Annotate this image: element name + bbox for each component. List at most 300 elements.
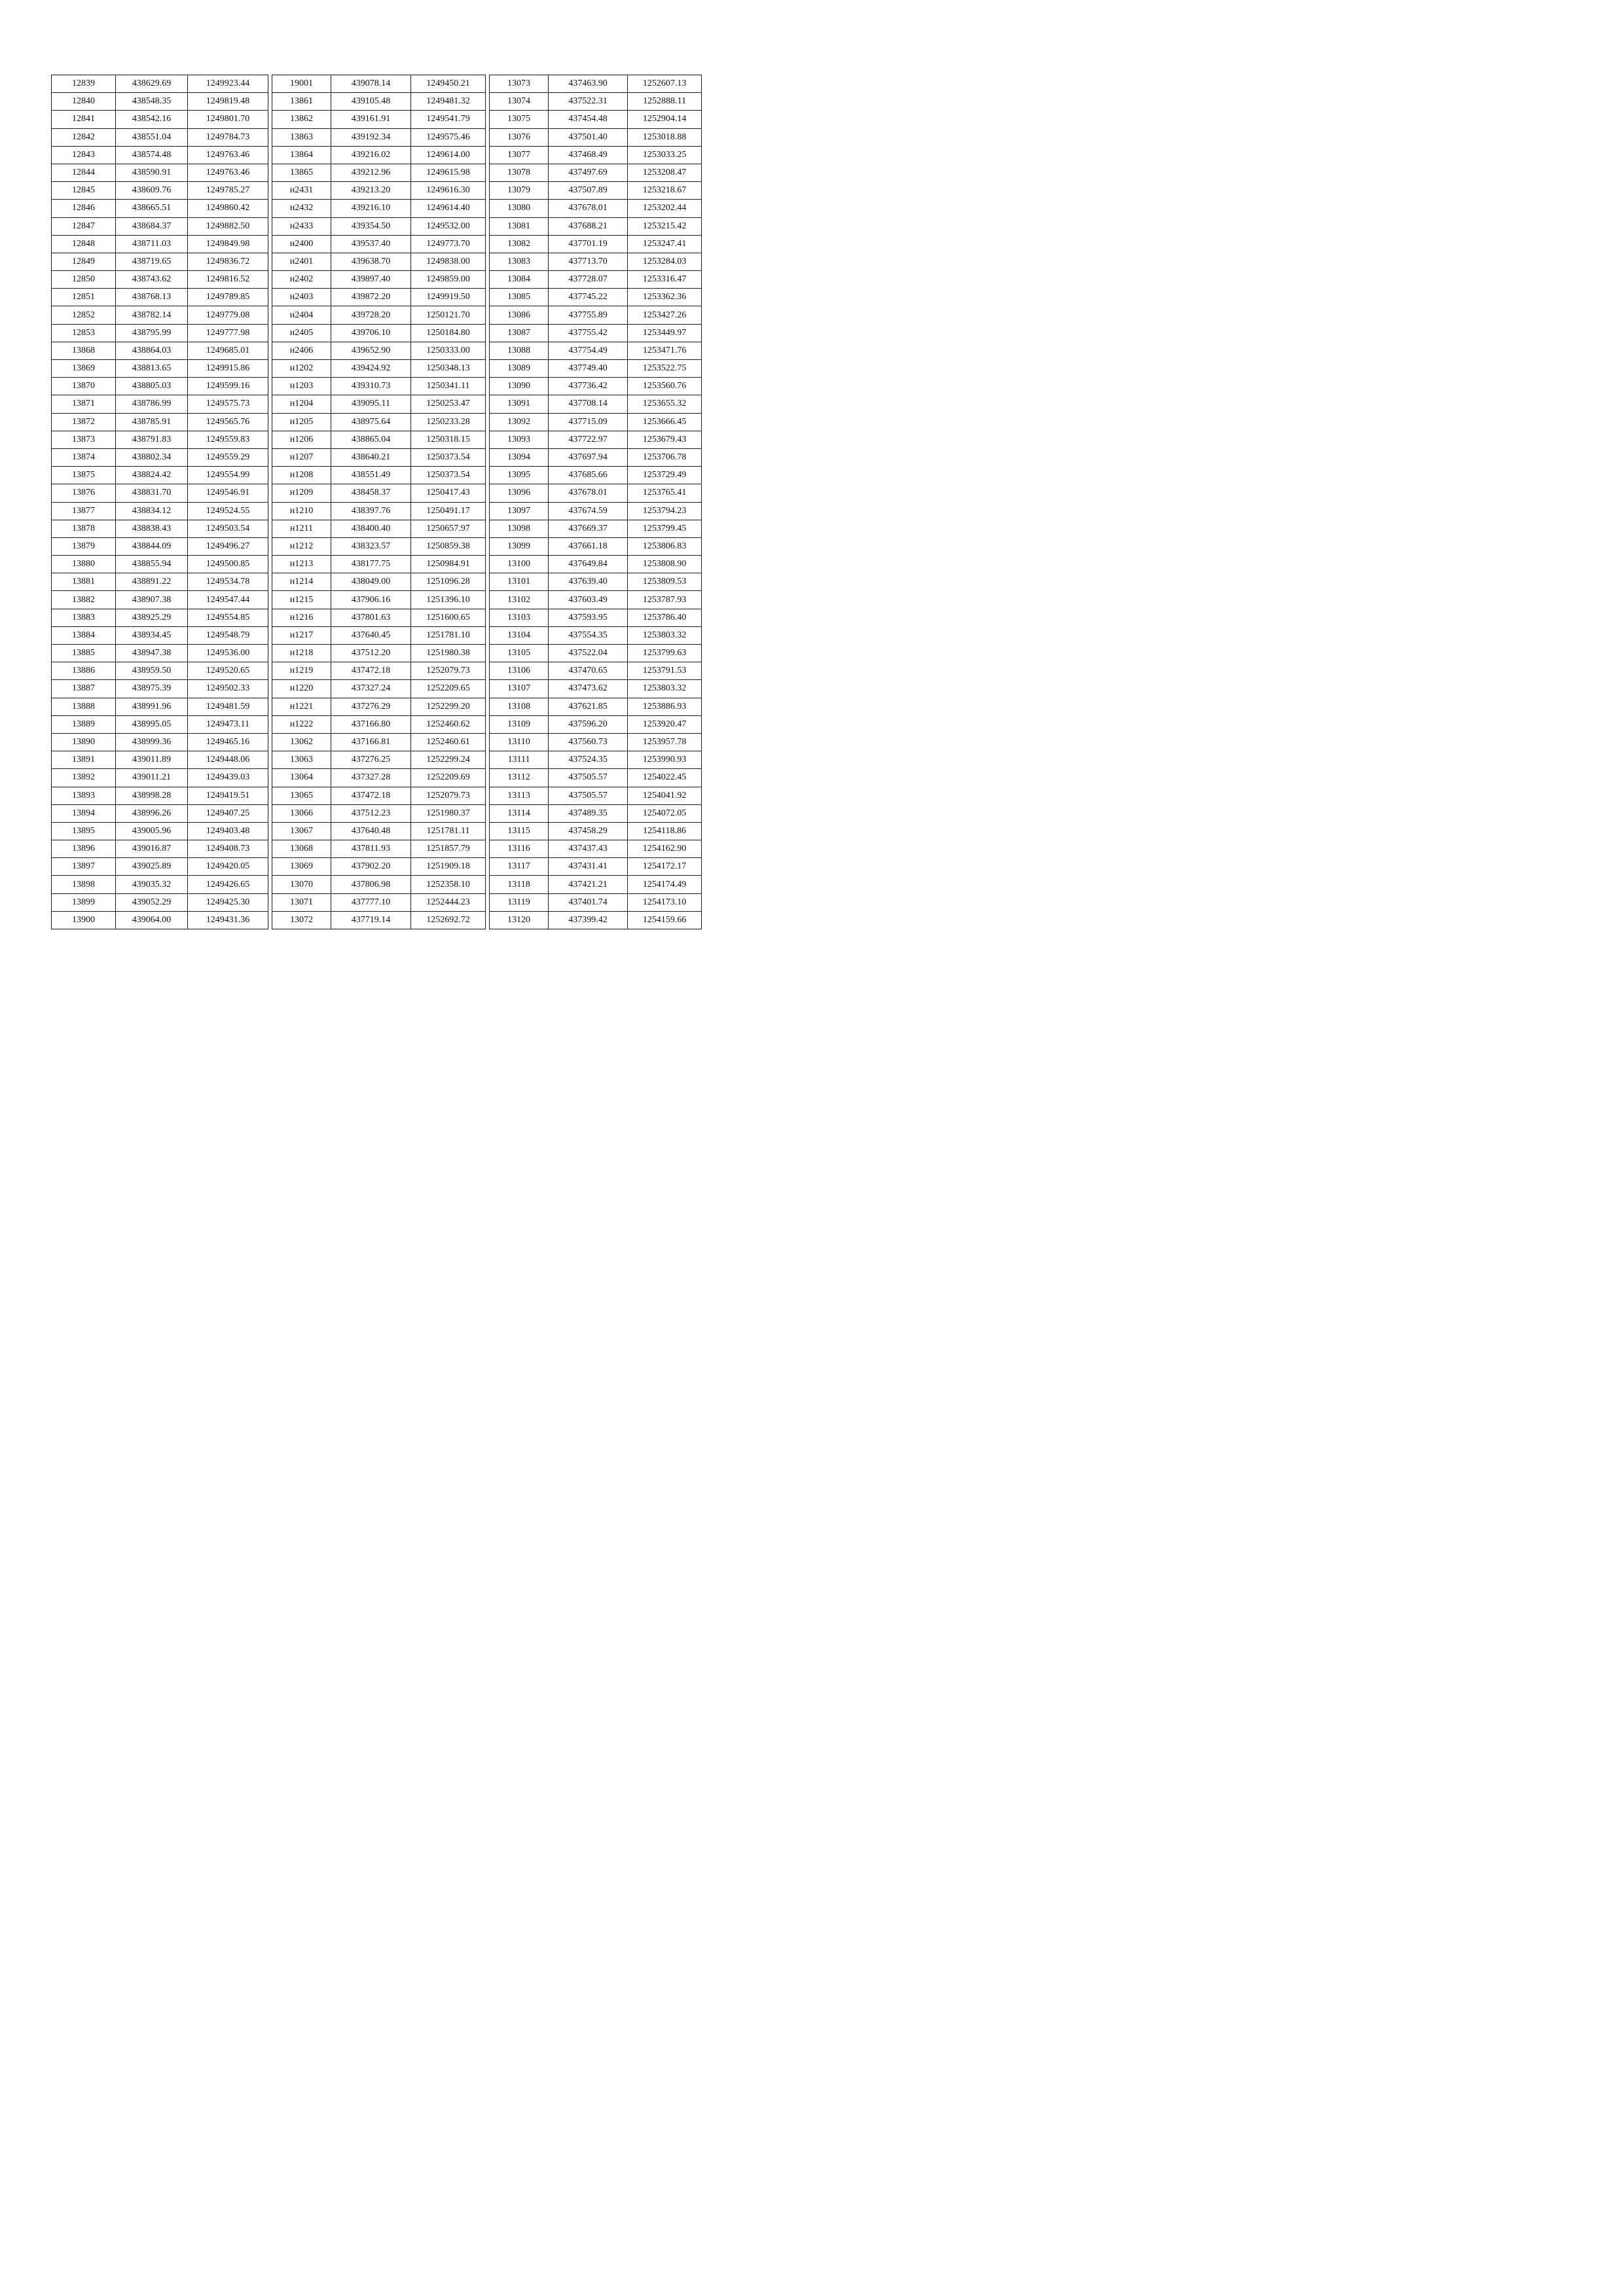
y-coordinate-cell: 1249838.00: [411, 253, 486, 270]
point-number-cell: 13078: [490, 164, 549, 181]
point-number-cell: 13072: [272, 911, 331, 929]
table-row: [272, 75, 486, 93]
y-coordinate-cell: 1253679.43: [628, 431, 702, 448]
x-coordinate-cell: 438998.28: [116, 787, 188, 804]
point-number-cell: 13095: [490, 467, 549, 484]
point-number-cell: 13091: [490, 395, 549, 413]
x-coordinate-cell: 437512.23: [331, 804, 411, 822]
x-coordinate-cell: 437640.48: [331, 822, 411, 840]
x-coordinate-cell: 438551.04: [116, 128, 188, 146]
x-coordinate-cell: 437437.43: [549, 840, 628, 858]
coordinates-table-1: [51, 75, 268, 929]
x-coordinate-cell: 438959.50: [116, 662, 188, 680]
table-row: [52, 271, 268, 289]
y-coordinate-cell: 1254118.86: [628, 822, 702, 840]
table-row: [490, 573, 702, 591]
point-number-cell: 13062: [272, 733, 331, 751]
table-row: [490, 360, 702, 378]
x-coordinate-cell: 437468.49: [549, 146, 628, 164]
point-number-cell: 13080: [490, 200, 549, 217]
x-coordinate-cell: 438609.76: [116, 182, 188, 200]
y-coordinate-cell: 1253666.45: [628, 413, 702, 431]
point-number-cell: 13863: [272, 128, 331, 146]
y-coordinate-cell: 1249520.65: [188, 662, 268, 680]
y-coordinate-cell: 1253706.78: [628, 448, 702, 466]
table-row: [490, 448, 702, 466]
table-row: [272, 182, 486, 200]
table-row: [52, 128, 268, 146]
x-coordinate-cell: 437554.35: [549, 626, 628, 644]
point-number-cell: 13886: [52, 662, 116, 680]
y-coordinate-cell: 1249763.46: [188, 146, 268, 164]
table-row: [490, 253, 702, 270]
point-number-cell: 12841: [52, 111, 116, 128]
table-row: [490, 271, 702, 289]
x-coordinate-cell: 437640.45: [331, 626, 411, 644]
x-coordinate-cell: 438925.29: [116, 609, 188, 626]
y-coordinate-cell: 1250253.47: [411, 395, 486, 413]
x-coordinate-cell: 439095.11: [331, 395, 411, 413]
point-number-cell: н2431: [272, 182, 331, 200]
point-number-cell: 13861: [272, 93, 331, 111]
point-number-cell: н1218: [272, 645, 331, 662]
point-number-cell: 12840: [52, 93, 116, 111]
point-number-cell: 13876: [52, 484, 116, 502]
table-row: [490, 858, 702, 876]
point-number-cell: 13111: [490, 751, 549, 769]
table-row: [272, 520, 486, 537]
table-row: [272, 128, 486, 146]
table-row: [490, 484, 702, 502]
table-row: [490, 342, 702, 359]
y-coordinate-cell: 1253791.53: [628, 662, 702, 680]
table-row: [52, 395, 268, 413]
y-coordinate-cell: 1253794.23: [628, 502, 702, 520]
y-coordinate-cell: 1250859.38: [411, 537, 486, 555]
y-coordinate-cell: 1249439.03: [188, 769, 268, 787]
x-coordinate-cell: 438551.49: [331, 467, 411, 484]
point-number-cell: 13883: [52, 609, 116, 626]
point-number-cell: н2432: [272, 200, 331, 217]
point-number-cell: 13082: [490, 235, 549, 253]
x-coordinate-cell: 437755.42: [549, 324, 628, 342]
x-coordinate-cell: 437524.35: [549, 751, 628, 769]
point-number-cell: 13887: [52, 680, 116, 698]
point-number-cell: 12843: [52, 146, 116, 164]
point-number-cell: 12849: [52, 253, 116, 270]
x-coordinate-cell: 437685.66: [549, 467, 628, 484]
table-row: [272, 484, 486, 502]
table-row: [52, 804, 268, 822]
x-coordinate-cell: 437507.89: [549, 182, 628, 200]
y-coordinate-cell: 1251096.28: [411, 573, 486, 591]
table-row: [272, 342, 486, 359]
point-number-cell: н1210: [272, 502, 331, 520]
x-coordinate-cell: 439011.21: [116, 769, 188, 787]
point-number-cell: 13878: [52, 520, 116, 537]
point-number-cell: 13079: [490, 182, 549, 200]
point-number-cell: 13868: [52, 342, 116, 359]
table-row: [52, 378, 268, 395]
y-coordinate-cell: 1249801.70: [188, 111, 268, 128]
y-coordinate-cell: 1252444.23: [411, 893, 486, 911]
table-row: [52, 698, 268, 715]
table-row: [272, 360, 486, 378]
table-row: [272, 395, 486, 413]
x-coordinate-cell: 437661.18: [549, 537, 628, 555]
table-row: [52, 751, 268, 769]
x-coordinate-cell: 437276.25: [331, 751, 411, 769]
table-row: [52, 911, 268, 929]
point-number-cell: н2403: [272, 289, 331, 306]
y-coordinate-cell: 1253787.93: [628, 591, 702, 609]
y-coordinate-cell: 1249481.59: [188, 698, 268, 715]
point-number-cell: 13872: [52, 413, 116, 431]
point-number-cell: 13092: [490, 413, 549, 431]
x-coordinate-cell: 438838.43: [116, 520, 188, 537]
y-coordinate-cell: 1253449.97: [628, 324, 702, 342]
y-coordinate-cell: 1249524.55: [188, 502, 268, 520]
x-coordinate-cell: 438947.38: [116, 645, 188, 662]
point-number-cell: 12842: [52, 128, 116, 146]
y-coordinate-cell: 1253215.42: [628, 217, 702, 235]
y-coordinate-cell: 1253808.90: [628, 556, 702, 573]
y-coordinate-cell: 1253786.40: [628, 609, 702, 626]
table-row: [490, 111, 702, 128]
point-number-cell: 13090: [490, 378, 549, 395]
point-number-cell: 13083: [490, 253, 549, 270]
table-row: [490, 645, 702, 662]
x-coordinate-cell: 439310.73: [331, 378, 411, 395]
x-coordinate-cell: 437327.24: [331, 680, 411, 698]
point-number-cell: 13871: [52, 395, 116, 413]
y-coordinate-cell: 1252079.73: [411, 662, 486, 680]
y-coordinate-cell: 1252299.24: [411, 751, 486, 769]
y-coordinate-cell: 1252607.13: [628, 75, 702, 93]
table-row: [272, 200, 486, 217]
x-coordinate-cell: 437745.22: [549, 289, 628, 306]
table-row: [272, 645, 486, 662]
table-row: [490, 609, 702, 626]
table-row: [272, 840, 486, 858]
table-row: [52, 591, 268, 609]
point-number-cell: н1203: [272, 378, 331, 395]
y-coordinate-cell: 1253033.25: [628, 146, 702, 164]
table-row: [490, 235, 702, 253]
x-coordinate-cell: 438791.83: [116, 431, 188, 448]
x-coordinate-cell: 437669.37: [549, 520, 628, 537]
table-row: [52, 431, 268, 448]
x-coordinate-cell: 437166.80: [331, 715, 411, 733]
table-row: [272, 573, 486, 591]
x-coordinate-cell: 437470.65: [549, 662, 628, 680]
x-coordinate-cell: 437522.04: [549, 645, 628, 662]
x-coordinate-cell: 438907.38: [116, 591, 188, 609]
point-number-cell: н2402: [272, 271, 331, 289]
y-coordinate-cell: 1249481.32: [411, 93, 486, 111]
x-coordinate-cell: 438865.04: [331, 431, 411, 448]
point-number-cell: н2400: [272, 235, 331, 253]
point-number-cell: 13084: [490, 271, 549, 289]
table-row: [52, 556, 268, 573]
y-coordinate-cell: 1249546.91: [188, 484, 268, 502]
table-row: [490, 698, 702, 715]
point-number-cell: 13086: [490, 306, 549, 324]
x-coordinate-cell: 437906.16: [331, 591, 411, 609]
point-number-cell: 13103: [490, 609, 549, 626]
point-number-cell: н1211: [272, 520, 331, 537]
point-number-cell: 13881: [52, 573, 116, 591]
y-coordinate-cell: 1249860.42: [188, 200, 268, 217]
table-row: [52, 324, 268, 342]
x-coordinate-cell: 437497.69: [549, 164, 628, 181]
point-number-cell: н1214: [272, 573, 331, 591]
table-row: [272, 431, 486, 448]
table-row: [272, 537, 486, 555]
x-coordinate-cell: 437593.95: [549, 609, 628, 626]
x-coordinate-cell: 439025.89: [116, 858, 188, 876]
y-coordinate-cell: 1250333.00: [411, 342, 486, 359]
table-row: [490, 591, 702, 609]
x-coordinate-cell: 439706.10: [331, 324, 411, 342]
y-coordinate-cell: 1249465.16: [188, 733, 268, 751]
x-coordinate-cell: 437399.42: [549, 911, 628, 929]
table-row: [272, 306, 486, 324]
table-row: [272, 271, 486, 289]
point-number-cell: н1212: [272, 537, 331, 555]
x-coordinate-cell: 439354.50: [331, 217, 411, 235]
y-coordinate-cell: 1253729.49: [628, 467, 702, 484]
table-row: [272, 324, 486, 342]
point-number-cell: 13075: [490, 111, 549, 128]
table-row: [52, 769, 268, 787]
x-coordinate-cell: 439005.96: [116, 822, 188, 840]
x-coordinate-cell: 437902.20: [331, 858, 411, 876]
table-row: [272, 858, 486, 876]
point-number-cell: 13115: [490, 822, 549, 840]
point-number-cell: 13069: [272, 858, 331, 876]
point-number-cell: 13063: [272, 751, 331, 769]
y-coordinate-cell: 1254022.45: [628, 769, 702, 787]
table-row: [272, 467, 486, 484]
table-row: [490, 395, 702, 413]
y-coordinate-cell: 1250657.97: [411, 520, 486, 537]
x-coordinate-cell: 438802.34: [116, 448, 188, 466]
table-row: [272, 556, 486, 573]
x-coordinate-cell: 439213.20: [331, 182, 411, 200]
y-coordinate-cell: 1251909.18: [411, 858, 486, 876]
point-number-cell: 13877: [52, 502, 116, 520]
x-coordinate-cell: 437697.94: [549, 448, 628, 466]
point-number-cell: 13104: [490, 626, 549, 644]
y-coordinate-cell: 1250121.70: [411, 306, 486, 324]
point-number-cell: 13882: [52, 591, 116, 609]
y-coordinate-cell: 1249407.25: [188, 804, 268, 822]
table-row: [52, 858, 268, 876]
y-coordinate-cell: 1254172.17: [628, 858, 702, 876]
point-number-cell: 13109: [490, 715, 549, 733]
table-row: [272, 253, 486, 270]
point-number-cell: н2406: [272, 342, 331, 359]
y-coordinate-cell: 1249559.83: [188, 431, 268, 448]
x-coordinate-cell: 439216.02: [331, 146, 411, 164]
point-number-cell: 13081: [490, 217, 549, 235]
point-number-cell: 13118: [490, 876, 549, 893]
table-row: [52, 840, 268, 858]
coordinates-table-3: [489, 75, 702, 929]
point-number-cell: 13113: [490, 787, 549, 804]
point-number-cell: 12845: [52, 182, 116, 200]
y-coordinate-cell: 1249773.70: [411, 235, 486, 253]
table-row: [52, 164, 268, 181]
table-row: [490, 93, 702, 111]
table-row: [490, 146, 702, 164]
point-number-cell: 13085: [490, 289, 549, 306]
x-coordinate-cell: 437715.09: [549, 413, 628, 431]
y-coordinate-cell: 1253208.47: [628, 164, 702, 181]
x-coordinate-cell: 439638.70: [331, 253, 411, 270]
table-row: [52, 645, 268, 662]
table-row: [272, 164, 486, 181]
x-coordinate-cell: 437777.10: [331, 893, 411, 911]
x-coordinate-cell: 438786.99: [116, 395, 188, 413]
y-coordinate-cell: 1253957.78: [628, 733, 702, 751]
point-number-cell: 13884: [52, 626, 116, 644]
x-coordinate-cell: 438831.70: [116, 484, 188, 502]
x-coordinate-cell: 439216.10: [331, 200, 411, 217]
y-coordinate-cell: 1251781.10: [411, 626, 486, 644]
x-coordinate-cell: 439052.29: [116, 893, 188, 911]
point-number-cell: 12852: [52, 306, 116, 324]
y-coordinate-cell: 1249448.06: [188, 751, 268, 769]
y-coordinate-cell: 1249575.73: [188, 395, 268, 413]
y-coordinate-cell: 1249554.85: [188, 609, 268, 626]
y-coordinate-cell: 1253799.45: [628, 520, 702, 537]
point-number-cell: 13874: [52, 448, 116, 466]
y-coordinate-cell: 1252904.14: [628, 111, 702, 128]
point-number-cell: 12853: [52, 324, 116, 342]
x-coordinate-cell: 438855.94: [116, 556, 188, 573]
point-number-cell: 19001: [272, 75, 331, 93]
x-coordinate-cell: 437512.20: [331, 645, 411, 662]
y-coordinate-cell: 1253202.44: [628, 200, 702, 217]
x-coordinate-cell: 438824.42: [116, 467, 188, 484]
x-coordinate-cell: 437454.48: [549, 111, 628, 128]
table-row: [52, 733, 268, 751]
x-coordinate-cell: 439161.91: [331, 111, 411, 128]
point-number-cell: н2404: [272, 306, 331, 324]
y-coordinate-cell: 1253284.03: [628, 253, 702, 270]
table-row: [490, 893, 702, 911]
y-coordinate-cell: 1249536.00: [188, 645, 268, 662]
x-coordinate-cell: 439424.92: [331, 360, 411, 378]
table-row: [272, 448, 486, 466]
table-row: [272, 804, 486, 822]
table-row: [490, 324, 702, 342]
table-row: [490, 911, 702, 929]
point-number-cell: н1204: [272, 395, 331, 413]
y-coordinate-cell: 1253560.76: [628, 378, 702, 395]
point-number-cell: 13065: [272, 787, 331, 804]
x-coordinate-cell: 437421.21: [549, 876, 628, 893]
point-number-cell: 13064: [272, 769, 331, 787]
y-coordinate-cell: 1251857.79: [411, 840, 486, 858]
y-coordinate-cell: 1254174.49: [628, 876, 702, 893]
y-coordinate-cell: 1254162.90: [628, 840, 702, 858]
table-row: [52, 448, 268, 466]
table-row: [52, 306, 268, 324]
x-coordinate-cell: 438400.40: [331, 520, 411, 537]
y-coordinate-cell: 1250373.54: [411, 467, 486, 484]
y-coordinate-cell: 1253920.47: [628, 715, 702, 733]
point-number-cell: н2405: [272, 324, 331, 342]
y-coordinate-cell: 1254072.05: [628, 804, 702, 822]
point-number-cell: 13067: [272, 822, 331, 840]
point-number-cell: 13105: [490, 645, 549, 662]
point-number-cell: н1216: [272, 609, 331, 626]
point-number-cell: 13094: [490, 448, 549, 466]
y-coordinate-cell: 1249614.00: [411, 146, 486, 164]
table-row: [52, 289, 268, 306]
point-number-cell: 13899: [52, 893, 116, 911]
table-row: [272, 609, 486, 626]
y-coordinate-cell: 1252358.10: [411, 876, 486, 893]
y-coordinate-cell: 1249548.79: [188, 626, 268, 644]
point-number-cell: 13898: [52, 876, 116, 893]
table-row: [52, 573, 268, 591]
x-coordinate-cell: 437639.40: [549, 573, 628, 591]
y-coordinate-cell: 1249859.00: [411, 271, 486, 289]
x-coordinate-cell: 437649.84: [549, 556, 628, 573]
x-coordinate-cell: 437688.21: [549, 217, 628, 235]
x-coordinate-cell: 437431.41: [549, 858, 628, 876]
x-coordinate-cell: 438768.13: [116, 289, 188, 306]
x-coordinate-cell: 437472.18: [331, 662, 411, 680]
y-coordinate-cell: 1252692.72: [411, 911, 486, 929]
x-coordinate-cell: 438805.03: [116, 378, 188, 395]
table-row: [52, 75, 268, 93]
x-coordinate-cell: 437276.29: [331, 698, 411, 715]
table-row: [52, 822, 268, 840]
table-row: [52, 893, 268, 911]
table-row: [490, 537, 702, 555]
table-row: [272, 93, 486, 111]
x-coordinate-cell: 439212.96: [331, 164, 411, 181]
y-coordinate-cell: 1249685.01: [188, 342, 268, 359]
x-coordinate-cell: 437736.42: [549, 378, 628, 395]
y-coordinate-cell: 1249565.76: [188, 413, 268, 431]
point-number-cell: 13102: [490, 591, 549, 609]
y-coordinate-cell: 1249923.44: [188, 75, 268, 93]
table-row: [272, 698, 486, 715]
table-row: [490, 378, 702, 395]
x-coordinate-cell: 437522.31: [549, 93, 628, 111]
table-row: [490, 787, 702, 804]
point-number-cell: 13894: [52, 804, 116, 822]
point-number-cell: 13107: [490, 680, 549, 698]
point-number-cell: 12844: [52, 164, 116, 181]
coordinates-sheet: [51, 75, 702, 929]
table-row: [272, 413, 486, 431]
table-row: [52, 342, 268, 359]
y-coordinate-cell: 1249559.29: [188, 448, 268, 466]
point-number-cell: 13096: [490, 484, 549, 502]
table-row: [490, 413, 702, 431]
table-row: [52, 217, 268, 235]
y-coordinate-cell: 1249615.98: [411, 164, 486, 181]
y-coordinate-cell: 1249426.65: [188, 876, 268, 893]
y-coordinate-cell: 1249915.86: [188, 360, 268, 378]
